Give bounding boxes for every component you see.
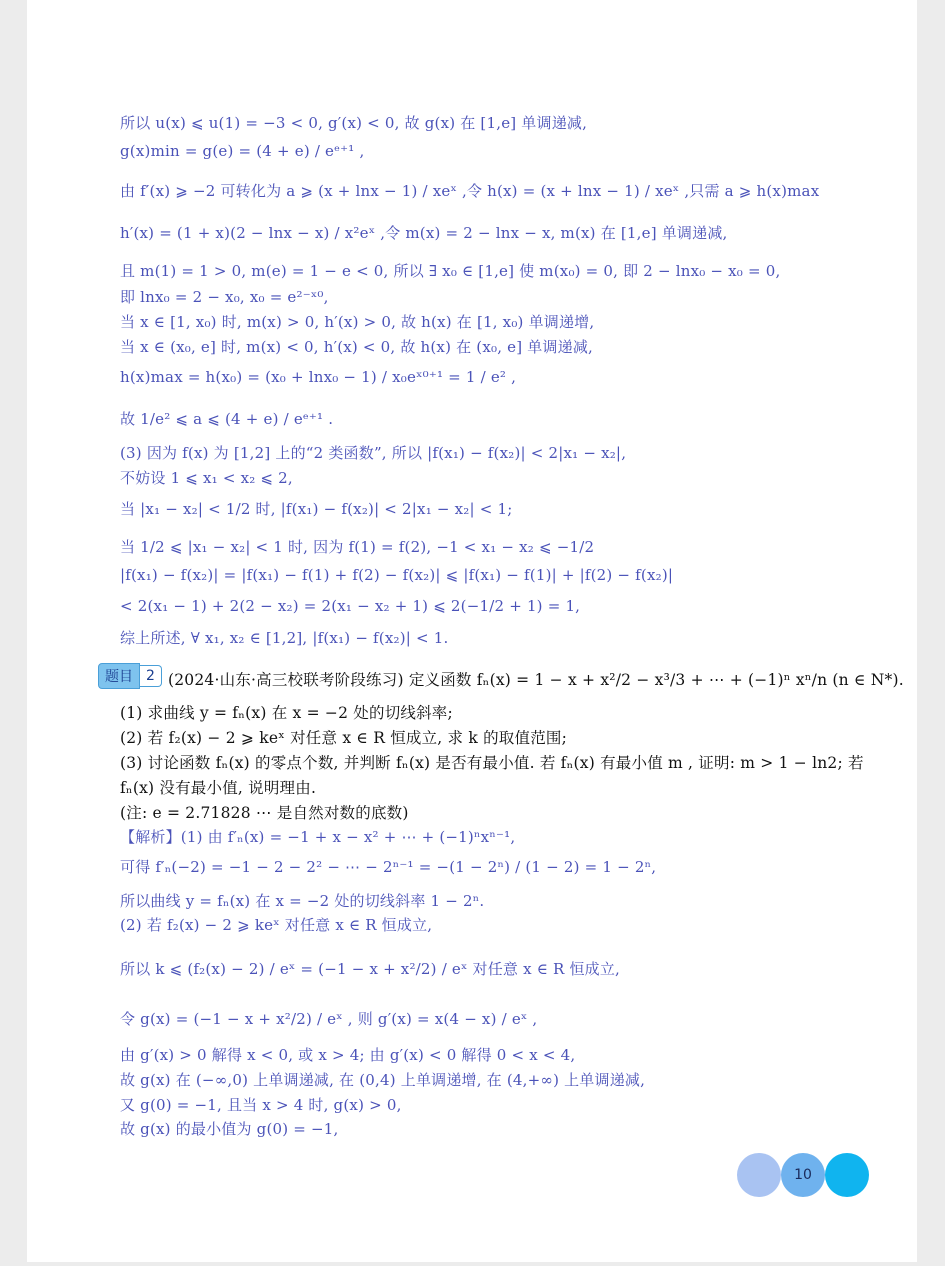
solution-line: 当 |x₁ − x₂| < 1/2 时, |f(x₁) − f(x₂)| < 2|x₁ − x₂| < 1; [120, 500, 513, 518]
page-badge-circle-left [737, 1153, 781, 1197]
solution-line: 所以 u(x) ⩽ u(1) = −3 < 0, g′(x) < 0, 故 g(x) 在 [1,e] 单调递减, [120, 114, 588, 132]
solution-line: |f(x₁) − f(x₂)| = |f(x₁) − f(1) + f(2) − f(x₂)| ⩽ |f(x₁) − f(1)| + |f(2) − f(x₂)| [120, 566, 674, 584]
question-line: (1) 求曲线 y = fₙ(x) 在 x = −2 处的切线斜率; [120, 704, 453, 722]
solution-line: 且 m(1) = 1 > 0, m(e) = 1 − e < 0, 所以 ∃ x₀ ∈ [1,e] 使 m(x₀) = 0, 即 2 − lnx₀ − x₀ = 0, [120, 262, 781, 280]
page-number-badge [781, 1153, 825, 1197]
solution-line: 【解析】(1) 由 f′ₙ(x) = −1 + x − x² + ⋯ + (−1)ⁿxⁿ⁻¹, [120, 828, 516, 846]
solution-line: 故 g(x) 的最小值为 g(0) = −1, [120, 1120, 339, 1138]
solution-line: 由 g′(x) > 0 解得 x < 0, 或 x > 4; 由 g′(x) < 0 解得 0 < x < 4, [120, 1046, 576, 1064]
page-number: 10 [794, 1167, 812, 1183]
solution-line: 故 1/e² ⩽ a ⩽ (4 + e) / eᵉ⁺¹ . [120, 410, 334, 428]
solution-line: 可得 f′ₙ(−2) = −1 − 2 − 2² − ⋯ − 2ⁿ⁻¹ = −(1 − 2ⁿ) / (1 − 2) = 1 − 2ⁿ, [120, 858, 657, 876]
solution-line: 又 g(0) = −1, 且当 x > 4 时, g(x) > 0, [120, 1096, 402, 1114]
solution-line: 故 g(x) 在 (−∞,0) 上单调递减, 在 (0,4) 上单调递增, 在 (4,+∞) 上单调递减, [120, 1071, 646, 1089]
problem-tag [98, 664, 162, 688]
solution-line: 所以曲线 y = fₙ(x) 在 x = −2 处的切线斜率 1 − 2ⁿ. [120, 892, 485, 910]
solution-line: (3) 因为 f(x) 为 [1,2] 上的“2 类函数”, 所以 |f(x₁) − f(x₂)| < 2|x₁ − x₂|, [120, 444, 627, 462]
question-line: (3) 讨论函数 fₙ(x) 的零点个数, 并判断 fₙ(x) 是否有最小值. 若 fₙ(x) 有最小值 m , 证明: m > 1 − ln2; 若 [120, 754, 864, 772]
page-badge-circle-right [825, 1153, 869, 1197]
solution-line: 由 f′(x) ⩾ −2 可转化为 a ⩾ (x + lnx − 1) / xeˣ ,令 h(x) = (x + lnx − 1) / xeˣ ,只需 a ⩾ h(x)max [120, 182, 820, 200]
solution-line: 所以 k ⩽ (f₂(x) − 2) / eˣ = (−1 − x + x²/2) / eˣ 对任意 x ∈ R 恒成立, [120, 960, 621, 978]
problem-tag-number: 2 [140, 665, 162, 687]
solution-line: (2) 若 f₂(x) − 2 ⩾ keˣ 对任意 x ∈ R 恒成立, [120, 916, 433, 934]
question-line: fₙ(x) 没有最小值, 说明理由. [120, 779, 317, 797]
solution-line: 即 lnx₀ = 2 − x₀, x₀ = e²⁻ˣ⁰, [120, 288, 329, 306]
problem-tag-label: 题目 [98, 663, 140, 689]
solution-line: < 2(x₁ − 1) + 2(2 − x₂) = 2(x₁ − x₂ + 1) ⩽ 2(−1/2 + 1) = 1, [120, 597, 581, 615]
solution-line: h′(x) = (1 + x)(2 − lnx − x) / x²eˣ ,令 m(x) = 2 − lnx − x, m(x) 在 [1,e] 单调递减, [120, 224, 728, 242]
question-line: (注: e = 2.71828 ⋯ 是自然对数的底数) [120, 804, 409, 822]
question-line: (2) 若 f₂(x) − 2 ⩾ keˣ 对任意 x ∈ R 恒成立, 求 k 的取值范围; [120, 729, 568, 747]
solution-line: 当 x ∈ [1, x₀) 时, m(x) > 0, h′(x) > 0, 故 h(x) 在 [1, x₀) 单调递增, [120, 313, 595, 331]
solution-line: h(x)max = h(x₀) = (x₀ + lnx₀ − 1) / x₀eˣ⁰⁺¹ = 1 / e² , [120, 368, 517, 386]
solution-line: 当 x ∈ (x₀, e] 时, m(x) < 0, h′(x) < 0, 故 h(x) 在 (x₀, e] 单调递减, [120, 338, 594, 356]
solution-line: g(x)min = g(e) = (4 + e) / eᵉ⁺¹ , [120, 142, 365, 160]
solution-line: 当 1/2 ⩽ |x₁ − x₂| < 1 时, 因为 f(1) = f(2), −1 < x₁ − x₂ ⩽ −1/2 [120, 538, 595, 556]
solution-line: 综上所述, ∀ x₁, x₂ ∈ [1,2], |f(x₁) − f(x₂)| < 1. [120, 629, 449, 647]
solution-line: 令 g(x) = (−1 − x + x²/2) / eˣ , 则 g′(x) = x(4 − x) / eˣ , [120, 1010, 538, 1028]
problem-heading: (2024·山东·高三校联考阶段练习) 定义函数 fₙ(x) = 1 − x + x²/2 − x³/3 + ⋯ + (−1)ⁿ xⁿ/n (n ∈ N*). [168, 671, 904, 689]
solution-line: 不妨设 1 ⩽ x₁ < x₂ ⩽ 2, [120, 469, 293, 487]
